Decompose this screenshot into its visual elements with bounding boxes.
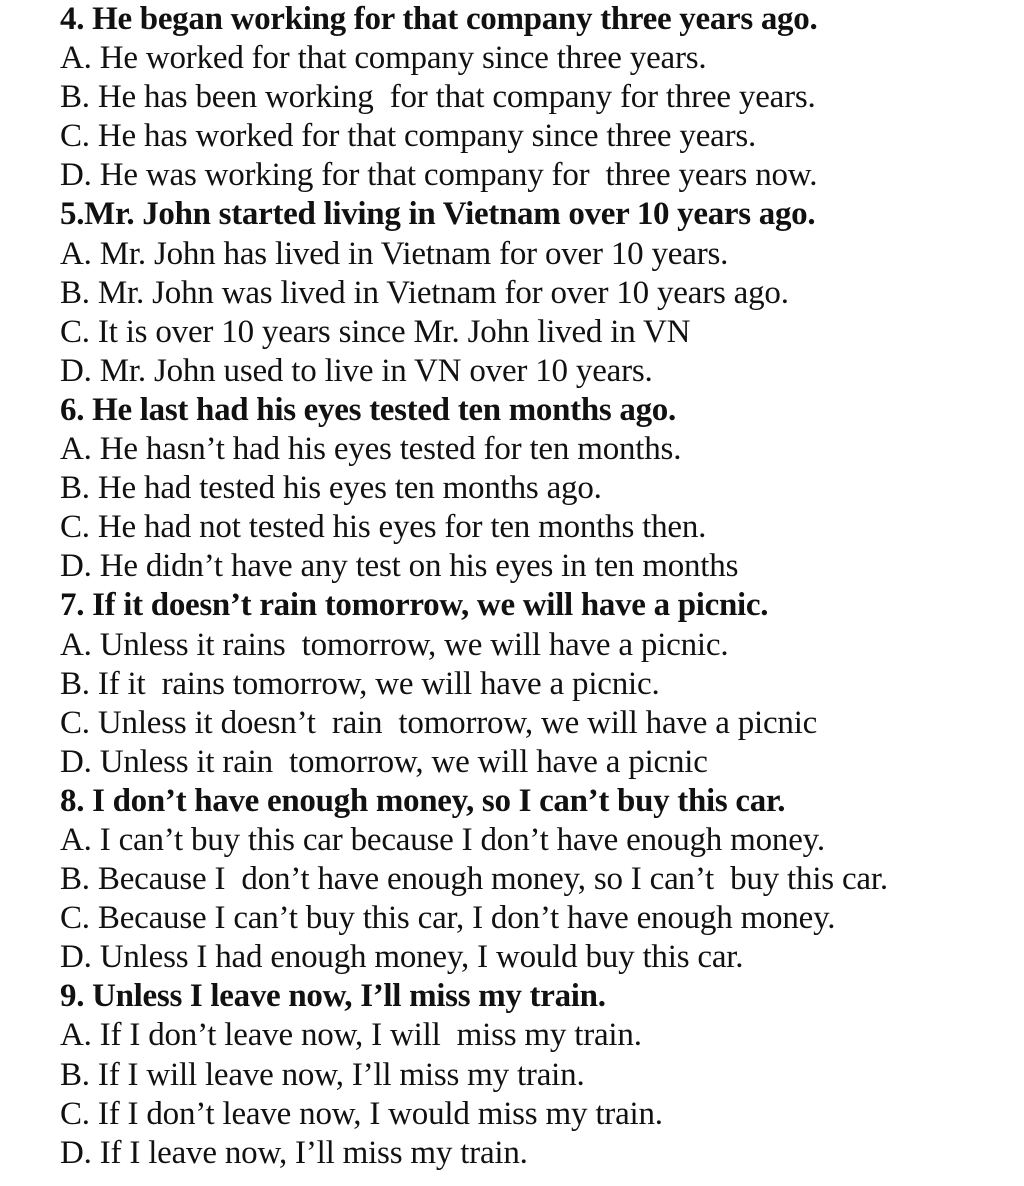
question-prompt: 7. If it doesn’t rain tomorrow, we will have a picnic. <box>60 587 769 624</box>
option-c: C. He has worked for that company since three years. <box>60 118 757 155</box>
question-block-5 <box>60 195 1010 390</box>
question-block-4 <box>60 0 1010 195</box>
exercise-list <box>60 0 1010 1173</box>
option-c: C. If I don’t leave now, I would miss my train. <box>60 1095 663 1132</box>
option-a: A. He hasn’t had his eyes tested for ten months. <box>60 431 682 468</box>
option-b: B. Mr. John was lived in Vietnam for over 10 years ago. <box>60 274 789 311</box>
option-d: D. He was working for that company for three years now. <box>60 157 818 194</box>
question-prompt: 5.Mr. John started living in Vietnam over 10 years ago. <box>60 196 816 233</box>
option-b: B. Because I don’t have enough money, so I can’t buy this car. <box>60 861 888 898</box>
option-b: B. He had tested his eyes ten months ago. <box>60 470 602 507</box>
option-a: A. I can’t buy this car because I don’t have enough money. <box>60 821 825 858</box>
question-block-8 <box>60 782 1010 977</box>
option-a: A. If I don’t leave now, I will miss my train. <box>60 1017 642 1054</box>
question-prompt: 4. He began working for that company three years ago. <box>60 1 818 37</box>
option-d: D. Mr. John used to live in VN over 10 years. <box>60 352 653 389</box>
option-c: C. It is over 10 years since Mr. John lived in VN <box>60 313 691 350</box>
option-a: A. He worked for that company since three years. <box>60 40 707 77</box>
option-a: A. Unless it rains tomorrow, we will have a picnic. <box>60 626 729 663</box>
option-b: B. If it rains tomorrow, we will have a picnic. <box>60 665 660 702</box>
option-d: D. He didn’t have any test on his eyes in ten months <box>60 548 739 585</box>
option-c: C. He had not tested his eyes for ten months then. <box>60 509 707 546</box>
option-b: B. He has been working for that company for three years. <box>60 79 816 116</box>
option-c: C. Unless it doesn’t rain tomorrow, we will have a picnic <box>60 704 818 741</box>
option-d: D. Unless I had enough money, I would buy this car. <box>60 939 744 976</box>
question-prompt: 9. Unless I leave now, I’ll miss my train. <box>60 978 606 1015</box>
question-block-9 <box>60 977 1010 1172</box>
option-d: D. Unless it rain tomorrow, we will have a picnic <box>60 743 708 780</box>
option-c: C. Because I can’t buy this car, I don’t have enough money. <box>60 900 836 937</box>
question-prompt: 8. I don’t have enough money, so I can’t buy this car. <box>60 782 786 819</box>
question-block-6 <box>60 391 1010 586</box>
option-d: D. If I leave now, I’ll miss my train. <box>60 1134 528 1171</box>
option-a: A. Mr. John has lived in Vietnam for over 10 years. <box>60 235 729 272</box>
question-prompt: 6. He last had his eyes tested ten months ago. <box>60 391 676 428</box>
option-b: B. If I will leave now, I’ll miss my train. <box>60 1056 585 1093</box>
question-block-7 <box>60 586 1010 781</box>
